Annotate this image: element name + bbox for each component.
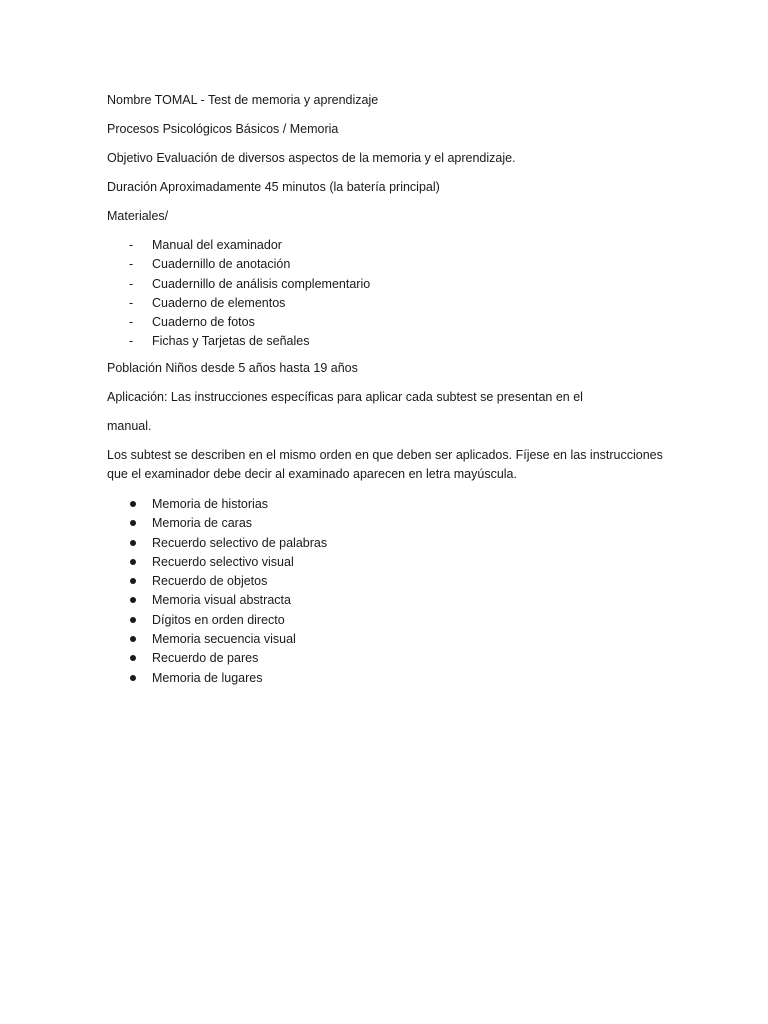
dash-marker: - [129, 257, 134, 272]
bullet-icon [130, 655, 136, 661]
dash-marker: - [129, 276, 134, 291]
bullet-icon [130, 578, 136, 584]
bullet-icon [130, 520, 136, 526]
manual-line: manual. [107, 419, 152, 433]
dash-marker: - [129, 315, 134, 330]
subtest-item-label: Memoria visual abstracta [152, 593, 291, 608]
aplicacion-line: Aplicación: Las instrucciones específicas para aplicar cada subtest se presentan en el [107, 390, 583, 404]
bullet-icon [130, 559, 136, 565]
material-item-label: Cuadernillo de anotación [152, 257, 291, 272]
poblacion-line: Población Niños desde 5 años hasta 19 años [107, 361, 358, 375]
subtest-item-label: Recuerdo selectivo de palabras [152, 535, 328, 550]
dash-marker: - [129, 334, 134, 349]
subtest-item-label: Dígitos en orden directo [152, 612, 285, 627]
procesos-line: Procesos Psicológicos Básicos / Memoria [107, 122, 339, 136]
subtest-item-label: Memoria de caras [152, 516, 253, 531]
subtest-item-label: Memoria secuencia visual [152, 632, 296, 647]
bullet-icon [130, 636, 136, 642]
bullet-icon [130, 617, 136, 623]
material-item-label: Cuadernillo de análisis complementario [152, 276, 371, 291]
duracion-line: Duración Aproximadamente 45 minutos (la batería principal) [107, 180, 440, 194]
material-item-label: Cuaderno de elementos [152, 295, 286, 310]
subtest-item-label: Recuerdo de objetos [152, 574, 268, 589]
material-item-label: Cuaderno de fotos [152, 315, 255, 330]
objetivo-line: Objetivo Evaluación de diversos aspectos de la memoria y el aprendizaje. [107, 151, 516, 165]
materiales-heading: Materiales/ [107, 209, 169, 223]
material-item-label: Fichas y Tarjetas de señales [152, 334, 310, 349]
dash-marker: - [129, 295, 134, 310]
bullet-icon [130, 675, 136, 681]
bullet-icon [130, 597, 136, 603]
subtest-item-label: Recuerdo selectivo visual [152, 554, 294, 569]
subtest-orden-paragraph: Los subtest se describen en el mismo orden en que deben ser aplicados. Fíjese en las instrucciones que el examinador debe decir al examinado aparecen en letra mayúscula. [107, 448, 663, 481]
subtest-item-label: Memoria de lugares [152, 670, 263, 685]
subtest-item-label: Recuerdo de pares [152, 651, 259, 666]
bullet-icon [130, 540, 136, 546]
dash-marker: - [129, 238, 134, 252]
bullet-icon [130, 501, 136, 507]
nombre-line: Nombre TOMAL - Test de memoria y aprendizaje [107, 93, 379, 107]
material-item-label: Manual del examinador [152, 238, 282, 252]
subtest-item-label: Memoria de historias [152, 497, 269, 511]
